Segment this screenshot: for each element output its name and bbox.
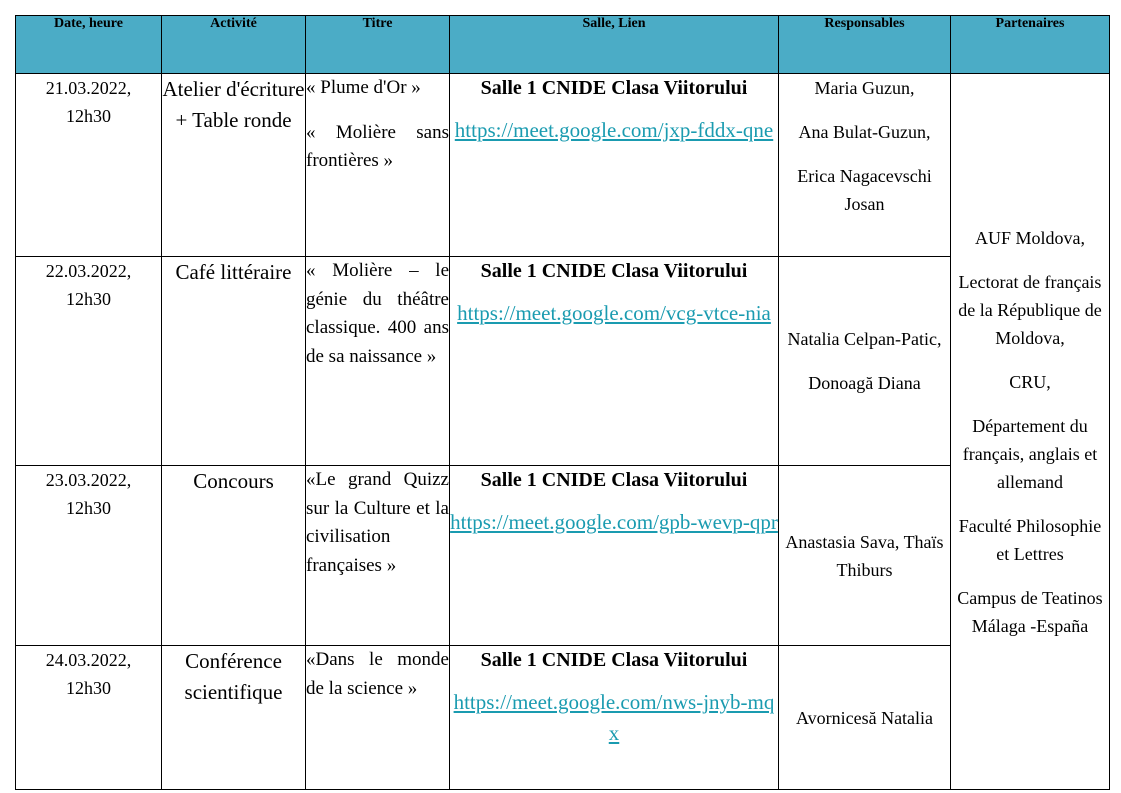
table-row [16,257,1110,466]
table-row [16,466,1110,646]
meet-link[interactable]: https://meet.google.com/jxp-fddx-qne [454,118,774,142]
date-cell [16,646,162,790]
titre-text: «Le grand Quizz sur la Culture et la civilisation françaises » [306,469,449,576]
date-text: 23.03.2022, 12h30 [45,470,132,518]
header-activite: Activité [162,16,306,74]
responsable-name: Donoagă Diana [808,373,921,393]
salle-cell [450,466,779,646]
partenaires-cell [951,74,1110,790]
titre-cell [306,74,450,257]
room-name: Salle 1 CNIDE Clasa Viitorului [480,260,748,282]
room-name: Salle 1 CNIDE Clasa Viitorului [480,649,748,671]
partenaire-item: CRU, [1009,371,1051,392]
titre-cell [306,646,450,790]
responsable-name: Anastasia Sava, Thaïs Thiburs [785,531,944,580]
responsable-name: Maria Guzun, [814,78,915,98]
activite-cell: Conférence scientifique [162,646,306,790]
schedule-table [15,15,1110,790]
activite-cell: Concours [162,466,306,646]
partenaire-item: Département du français, anglais et allemand [962,415,1098,492]
header-responsables: Responsables [779,16,951,74]
date-text: 21.03.2022, 12h30 [45,78,132,126]
date-cell [16,466,162,646]
titre-cell [306,257,450,466]
date-cell [16,257,162,466]
meet-link[interactable]: https://meet.google.com/gpb-wevp-qpr [450,510,778,534]
responsable-name: Natalia Celpan-Patic, [787,329,942,349]
meet-link[interactable]: https://meet.google.com/vcg-vtce-nia [457,301,771,325]
titre-text: « Plume d'Or » [306,77,421,98]
date-text: 24.03.2022, 12h30 [45,650,132,698]
responsable-name: Erica Nagacevschi Josan [797,166,932,214]
salle-cell [450,646,779,790]
activite-cell: Café littéraire [162,257,306,466]
titre-text: «Dans le monde de la science » [306,649,449,699]
date-text: 22.03.2022, 12h30 [45,261,132,309]
titre-text: « Molière sans frontières » [306,121,449,171]
salle-cell [450,257,779,466]
room-name: Salle 1 CNIDE Clasa Viitorului [480,77,748,99]
salle-cell [450,74,779,257]
partenaire-item: Lectorat de français de la République de Moldova, [958,271,1102,348]
table-row [16,74,1110,257]
partenaire-item: AUF Moldova, [974,227,1085,248]
responsables-cell [779,646,951,790]
responsables-cell [779,466,951,646]
header-partenaires: Partenaires [951,16,1110,74]
responsable-name: Ana Bulat-Guzun, [798,122,931,142]
header-titre: Titre [306,16,450,74]
titre-text: « Molière – le génie du théâtre classique. 400 ans de sa naissance » [306,260,449,367]
partenaire-item: Campus de Teatinos Málaga -España [957,587,1103,636]
header-date: Date, heure [16,16,162,74]
partenaire-item: Faculté Philosophie et Lettres [958,515,1102,564]
header-salle: Salle, Lien [450,16,779,74]
header-row [16,16,1110,74]
activite-cell: Atelier d'écriture + Table ronde [162,74,306,257]
responsable-name: Avornicesă Natalia [795,707,934,728]
titre-cell [306,466,450,646]
meet-link[interactable]: https://meet.google.com/nws-jnyb-mqx [453,690,775,745]
room-name: Salle 1 CNIDE Clasa Viitorului [480,469,748,491]
responsables-cell [779,74,951,257]
table-row [16,646,1110,790]
responsables-cell [779,257,951,466]
date-cell [16,74,162,257]
